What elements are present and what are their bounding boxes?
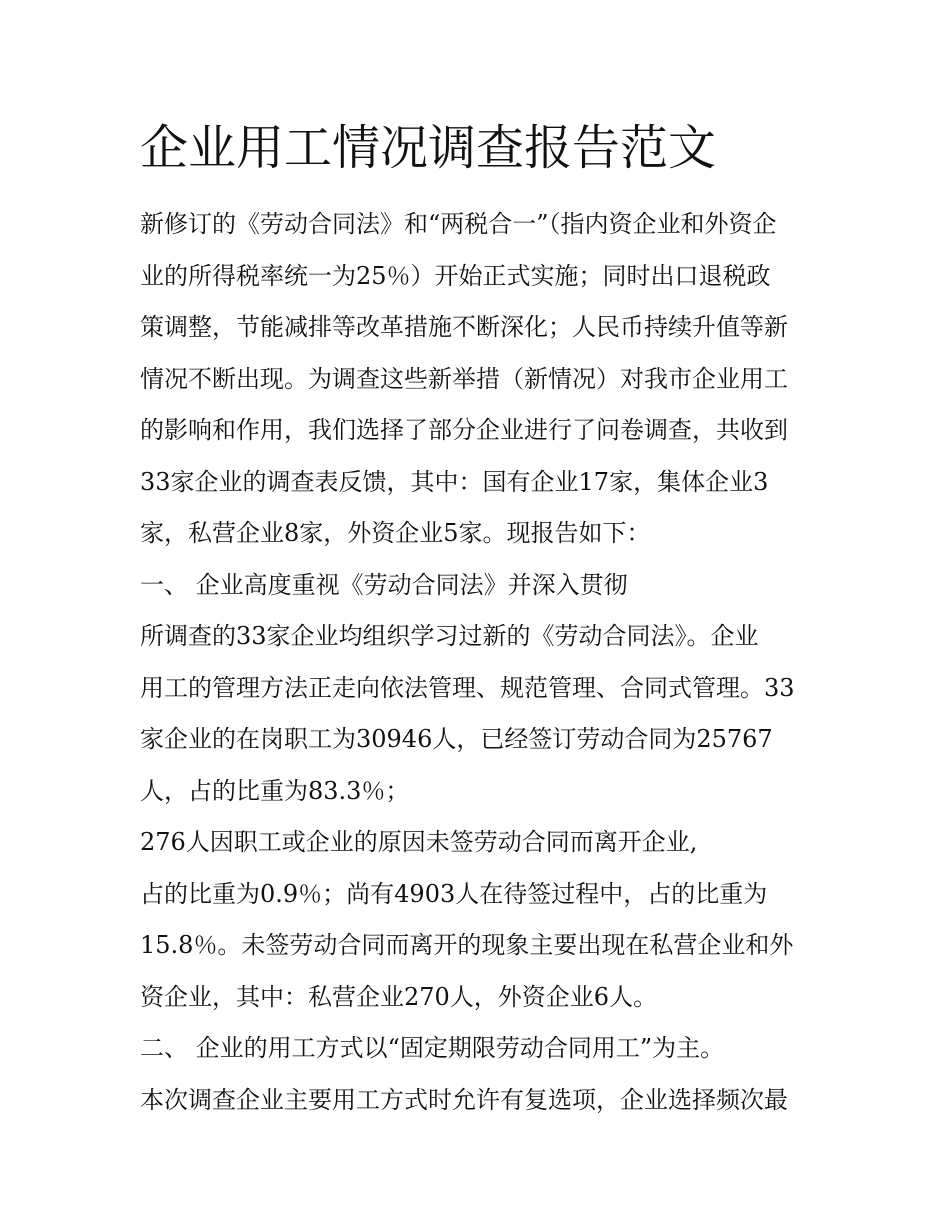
text-line: 业的所得税率统一为25％）开始正式实施；同时出口退税政: [140, 261, 771, 290]
text-line: 家，私营企业8家，外资企业5家。现报告如下：: [140, 519, 651, 547]
text-line: 33家企业的调查表反馈，其中：国有企业17家，集体企业3: [140, 467, 769, 496]
text-line: 15.8％。未签劳动合同而离开的现象主要出现在私营企业和外: [140, 931, 794, 959]
text-line: 276人因职工或企业的原因未签劳动合同而离开企业,: [140, 828, 698, 856]
section-heading-2: 二、 企业的用工方式以“固定期限劳动合同用工”为主。: [140, 1034, 725, 1062]
text-line: 人，占的比重为83.3％；: [140, 776, 410, 805]
text-line: 策调整，节能减排等改革措施不断深化；人民币持续升值等新: [140, 313, 788, 341]
text-line: 家企业的在岗职工为30946人，已经签订劳动合同为25767: [140, 725, 773, 753]
text-line: 的影响和作用，我们选择了部分企业进行了问卷调查，共收到: [140, 416, 788, 444]
document-title: 企业用工情况调查报告范文: [140, 120, 717, 176]
text-line: 情况不断出现。为调查这些新举措（新情况）对我市企业用工: [140, 364, 788, 393]
text-line: 本次调查企业主要用工方式时允许有复选项，企业选择频次最: [140, 1085, 788, 1114]
text-line: 资企业，其中：私营企业270人，外资企业6人。: [140, 982, 658, 1011]
document-body: [140, 199, 830, 1126]
text-line: 所调查的33家企业均组织学习过新的《劳动合同法》。企业: [140, 622, 759, 650]
section-heading-1: 一、 企业高度重视《劳动合同法》并深入贯彻: [140, 570, 628, 599]
text-line: 占的比重为0.9％；尚有4903人在待签过程中，占的比重为: [140, 879, 768, 908]
text-line: 新修订的《劳动合同法》和“两税合一”（指内资企业和外资企: [140, 210, 777, 238]
text-line: 用工的管理方法正走向依法管理、规范管理、合同式管理。33: [140, 673, 795, 702]
